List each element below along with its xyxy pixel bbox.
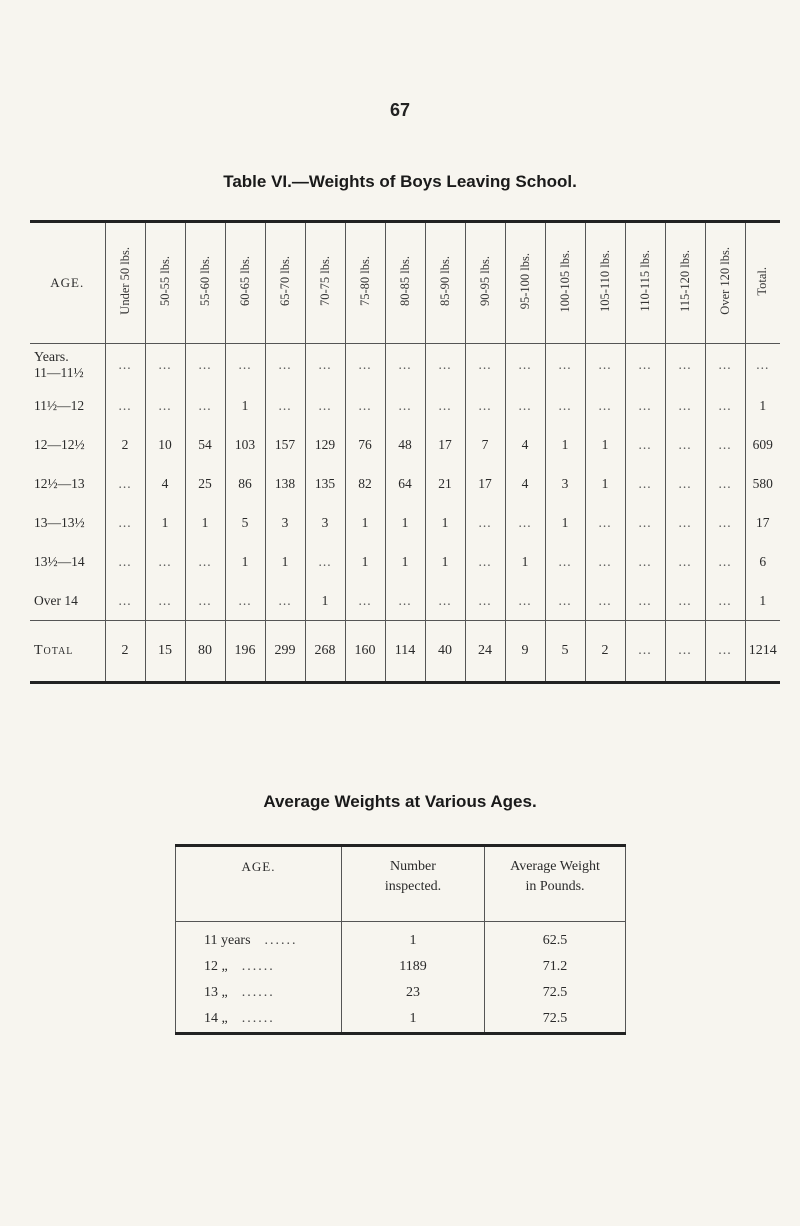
age-range-label: 12—12½	[34, 436, 85, 452]
count-cell: ...	[505, 503, 545, 542]
count-cell: 4	[505, 425, 545, 464]
count-cell: ...	[345, 344, 385, 387]
count-cell: ...	[305, 344, 345, 387]
count-cell: ...	[705, 464, 745, 503]
count-cell: ...	[185, 344, 225, 387]
average-age-label: 11 years	[204, 933, 251, 948]
weight-column-header-label: 70-75 lbs.	[317, 256, 332, 306]
count-cell: ...	[625, 503, 665, 542]
count-cell: ...	[385, 344, 425, 387]
number-inspected-header-line1: Number	[390, 859, 436, 874]
age-cell	[30, 503, 105, 542]
weight-column-header	[705, 222, 745, 344]
count-cell: ...	[665, 581, 705, 621]
number-inspected-cell: 1	[342, 922, 485, 955]
count-cell: 1	[305, 581, 345, 621]
count-cell: 4	[505, 464, 545, 503]
total-cell: 196	[225, 621, 265, 683]
weights-table-body	[30, 344, 780, 621]
count-cell: ...	[625, 581, 665, 621]
count-cell: 3	[265, 503, 305, 542]
count-cell: 135	[305, 464, 345, 503]
count-cell: ...	[705, 425, 745, 464]
count-cell: ...	[625, 425, 665, 464]
count-cell: ...	[145, 581, 185, 621]
average-weight-header-line1: Average Weight	[510, 859, 600, 874]
count-cell: 2	[105, 425, 145, 464]
age-range-label: 12½—13	[34, 475, 85, 491]
table-row	[30, 464, 780, 503]
count-cell: ...	[265, 344, 305, 387]
count-cell: ...	[225, 344, 265, 387]
total-cell: 15	[145, 621, 185, 683]
weight-column-header	[305, 222, 345, 344]
age-cell	[30, 581, 105, 621]
count-cell: ...	[385, 386, 425, 425]
weight-column-header	[265, 222, 305, 344]
total-cell: ...	[665, 621, 705, 683]
average-weight-cell: 62.5	[485, 922, 626, 955]
weight-column-header-label: 100-105 lbs.	[557, 249, 572, 313]
count-cell: ...	[585, 344, 625, 387]
weight-column-header-label: 110-115 lbs.	[637, 250, 652, 312]
weight-column-header-label: Over 120 lbs.	[717, 247, 732, 315]
total-cell: 160	[345, 621, 385, 683]
count-cell: ...	[705, 542, 745, 581]
count-cell: ...	[585, 386, 625, 425]
count-cell: 1	[225, 386, 265, 425]
count-cell: ...	[545, 542, 585, 581]
count-cell: ...	[465, 386, 505, 425]
table-row	[176, 980, 626, 1006]
count-cell: 138	[265, 464, 305, 503]
count-cell: ...	[665, 386, 705, 425]
count-cell: 1	[545, 425, 585, 464]
count-cell: 3	[305, 503, 345, 542]
weight-column-header	[665, 222, 705, 344]
count-cell: 1	[265, 542, 305, 581]
age-cell	[30, 464, 105, 503]
weight-column-header	[585, 222, 625, 344]
count-cell: 86	[225, 464, 265, 503]
age-cell	[30, 425, 105, 464]
page-number: 67	[389, 100, 411, 120]
row-total-cell: 1	[745, 581, 780, 621]
count-cell: ...	[705, 581, 745, 621]
row-total-cell: 6	[745, 542, 780, 581]
count-cell: 1	[585, 464, 625, 503]
total-cell: 114	[385, 621, 425, 683]
count-cell: 48	[385, 425, 425, 464]
count-cell: 3	[545, 464, 585, 503]
count-cell: ...	[265, 386, 305, 425]
weight-column-header	[625, 222, 665, 344]
count-cell: 1	[385, 542, 425, 581]
count-cell: ...	[705, 344, 745, 387]
age-range-label: Over 14	[34, 592, 78, 608]
count-cell: ...	[105, 542, 145, 581]
weight-column-header-label: 105-110 lbs.	[597, 249, 612, 313]
table-row	[30, 503, 780, 542]
table-row	[176, 922, 626, 955]
number-inspected-cell: 1189	[342, 954, 485, 980]
row-total-cell: 609	[745, 425, 780, 464]
count-cell: ...	[105, 464, 145, 503]
count-cell: ...	[665, 344, 705, 387]
count-cell: 1	[545, 503, 585, 542]
weight-column-header	[185, 222, 225, 344]
count-cell: 76	[345, 425, 385, 464]
averages-table-container	[175, 844, 625, 1035]
count-cell: ...	[625, 464, 665, 503]
count-cell: ...	[625, 386, 665, 425]
dot-leader: ......	[241, 959, 275, 974]
total-row-label: Total	[30, 621, 105, 683]
dot-leader: ......	[241, 985, 275, 1000]
count-cell: 5	[225, 503, 265, 542]
weight-column-header	[465, 222, 505, 344]
average-age-cell	[176, 954, 342, 980]
count-cell: ...	[625, 344, 665, 387]
table-row	[30, 344, 780, 387]
averages-header-row	[176, 846, 626, 922]
total-row	[30, 621, 780, 683]
count-cell: ...	[705, 386, 745, 425]
weight-column-header	[505, 222, 545, 344]
averages-table	[175, 844, 626, 1035]
count-cell: 157	[265, 425, 305, 464]
row-total-cell: ...	[745, 344, 780, 387]
table-row	[30, 386, 780, 425]
count-cell: 1	[505, 542, 545, 581]
count-cell: 7	[465, 425, 505, 464]
count-cell: ...	[185, 581, 225, 621]
averages-table-body	[176, 922, 626, 1034]
dot-leader: ......	[264, 933, 298, 948]
age-range-label: 11—11½	[34, 364, 84, 380]
count-cell: ...	[505, 344, 545, 387]
count-cell: 1	[345, 542, 385, 581]
count-cell: ...	[185, 542, 225, 581]
count-cell: ...	[665, 464, 705, 503]
count-cell: 1	[345, 503, 385, 542]
table-row	[30, 542, 780, 581]
count-cell: ...	[145, 542, 185, 581]
count-cell: ...	[585, 581, 625, 621]
count-cell: ...	[465, 344, 505, 387]
count-cell: ...	[705, 503, 745, 542]
age-cell	[30, 542, 105, 581]
count-cell: 129	[305, 425, 345, 464]
count-cell: ...	[465, 542, 505, 581]
weights-table	[30, 220, 780, 684]
count-cell: ...	[625, 542, 665, 581]
table-row	[176, 1006, 626, 1034]
count-cell: ...	[105, 581, 145, 621]
weight-column-header-label: 90-95 lbs.	[477, 256, 492, 306]
weight-column-header-label: 115-120 lbs.	[677, 249, 692, 313]
weight-column-header-label: 80-85 lbs.	[397, 256, 412, 306]
dot-leader: ......	[241, 1011, 275, 1026]
row-total-cell: 17	[745, 503, 780, 542]
count-cell: 54	[185, 425, 225, 464]
weight-column-header	[425, 222, 465, 344]
average-age-cell	[176, 922, 342, 955]
years-label: Years.	[34, 349, 69, 365]
count-cell: 82	[345, 464, 385, 503]
count-cell: ...	[465, 503, 505, 542]
weights-table-container	[30, 220, 780, 684]
average-weight-header-line2: in Pounds.	[525, 879, 585, 894]
total-cell: 40	[425, 621, 465, 683]
total-cell: 268	[305, 621, 345, 683]
count-cell: 17	[465, 464, 505, 503]
average-weight-cell: 71.2	[485, 954, 626, 980]
average-weight-header	[485, 846, 626, 922]
weights-table-header-row	[30, 222, 780, 344]
weight-column-header	[545, 222, 585, 344]
age-range-label: 11½—12	[34, 397, 85, 413]
number-inspected-header-line2: inspected.	[384, 879, 442, 894]
average-age-label: 14 „	[204, 1011, 228, 1026]
count-cell: ...	[585, 503, 625, 542]
count-cell: ...	[425, 344, 465, 387]
weight-column-header	[105, 222, 145, 344]
count-cell: 25	[185, 464, 225, 503]
count-cell: ...	[105, 503, 145, 542]
number-inspected-cell: 1	[342, 1006, 485, 1034]
weight-column-header-label: 60-65 lbs.	[237, 256, 252, 306]
table-row	[30, 581, 780, 621]
averages-age-header: AGE.	[176, 846, 342, 922]
average-weight-cell: 72.5	[485, 980, 626, 1006]
count-cell: 1	[185, 503, 225, 542]
weight-column-header	[345, 222, 385, 344]
count-cell: ...	[105, 344, 145, 387]
count-cell: ...	[545, 581, 585, 621]
table-row	[30, 425, 780, 464]
total-column-header	[745, 222, 780, 344]
count-cell: ...	[105, 386, 145, 425]
count-cell: ...	[665, 542, 705, 581]
count-cell: ...	[505, 386, 545, 425]
weight-column-header-label: 55-60 lbs.	[197, 256, 212, 306]
count-cell: ...	[505, 581, 545, 621]
total-column-header-label: Total.	[755, 266, 770, 296]
count-cell: ...	[345, 386, 385, 425]
count-cell: ...	[265, 581, 305, 621]
count-cell: ...	[585, 542, 625, 581]
weight-column-header-label: 95-100 lbs.	[517, 252, 532, 310]
count-cell: 1	[145, 503, 185, 542]
total-cell: ...	[625, 621, 665, 683]
total-cell: 2	[105, 621, 145, 683]
count-cell: 1	[385, 503, 425, 542]
count-cell: ...	[185, 386, 225, 425]
total-cell: 5	[545, 621, 585, 683]
weight-column-header-label: 50-55 lbs.	[157, 256, 172, 306]
weight-column-header-label: 65-70 lbs.	[277, 256, 292, 306]
average-age-label: 12 „	[204, 959, 228, 974]
age-cell	[30, 386, 105, 425]
number-inspected-header	[342, 846, 485, 922]
weight-column-header-label: 85-90 lbs.	[437, 256, 452, 306]
count-cell: ...	[225, 581, 265, 621]
total-cell: 80	[185, 621, 225, 683]
age-column-header: AGE.	[30, 222, 105, 344]
total-cell: 2	[585, 621, 625, 683]
count-cell: ...	[385, 581, 425, 621]
count-cell: ...	[305, 386, 345, 425]
count-cell: 1	[585, 425, 625, 464]
weight-column-header	[225, 222, 265, 344]
count-cell: ...	[425, 581, 465, 621]
average-age-cell	[176, 980, 342, 1006]
count-cell: 4	[145, 464, 185, 503]
average-age-label: 13 „	[204, 985, 228, 1000]
age-range-label: 13—13½	[34, 514, 85, 530]
weight-column-header-label: Under 50 lbs.	[117, 247, 132, 315]
age-cell	[30, 344, 105, 387]
total-cell: 9	[505, 621, 545, 683]
average-weight-cell: 72.5	[485, 1006, 626, 1034]
count-cell: ...	[305, 542, 345, 581]
weight-column-header	[145, 222, 185, 344]
table-title: Table VI.—Weights of Boys Leaving School.	[223, 172, 577, 191]
count-cell: ...	[465, 581, 505, 621]
number-inspected-cell: 23	[342, 980, 485, 1006]
average-age-cell	[176, 1006, 342, 1034]
count-cell: ...	[145, 344, 185, 387]
weight-column-header	[385, 222, 425, 344]
row-total-cell: 580	[745, 464, 780, 503]
count-cell: 17	[425, 425, 465, 464]
count-cell: ...	[425, 386, 465, 425]
count-cell: ...	[145, 386, 185, 425]
count-cell: ...	[545, 344, 585, 387]
total-cell: 24	[465, 621, 505, 683]
count-cell: 103	[225, 425, 265, 464]
grand-total-cell: 1214	[745, 621, 780, 683]
count-cell: ...	[665, 425, 705, 464]
count-cell: 21	[425, 464, 465, 503]
count-cell: 1	[425, 503, 465, 542]
table-row	[176, 954, 626, 980]
age-range-label: 13½—14	[34, 553, 85, 569]
total-cell: 299	[265, 621, 305, 683]
count-cell: ...	[545, 386, 585, 425]
total-cell: ...	[705, 621, 745, 683]
count-cell: ...	[665, 503, 705, 542]
count-cell: 10	[145, 425, 185, 464]
row-total-cell: 1	[745, 386, 780, 425]
count-cell: ...	[345, 581, 385, 621]
count-cell: 1	[425, 542, 465, 581]
weight-column-header-label: 75-80 lbs.	[357, 256, 372, 306]
averages-title: Average Weights at Various Ages.	[263, 792, 537, 811]
count-cell: 64	[385, 464, 425, 503]
count-cell: 1	[225, 542, 265, 581]
